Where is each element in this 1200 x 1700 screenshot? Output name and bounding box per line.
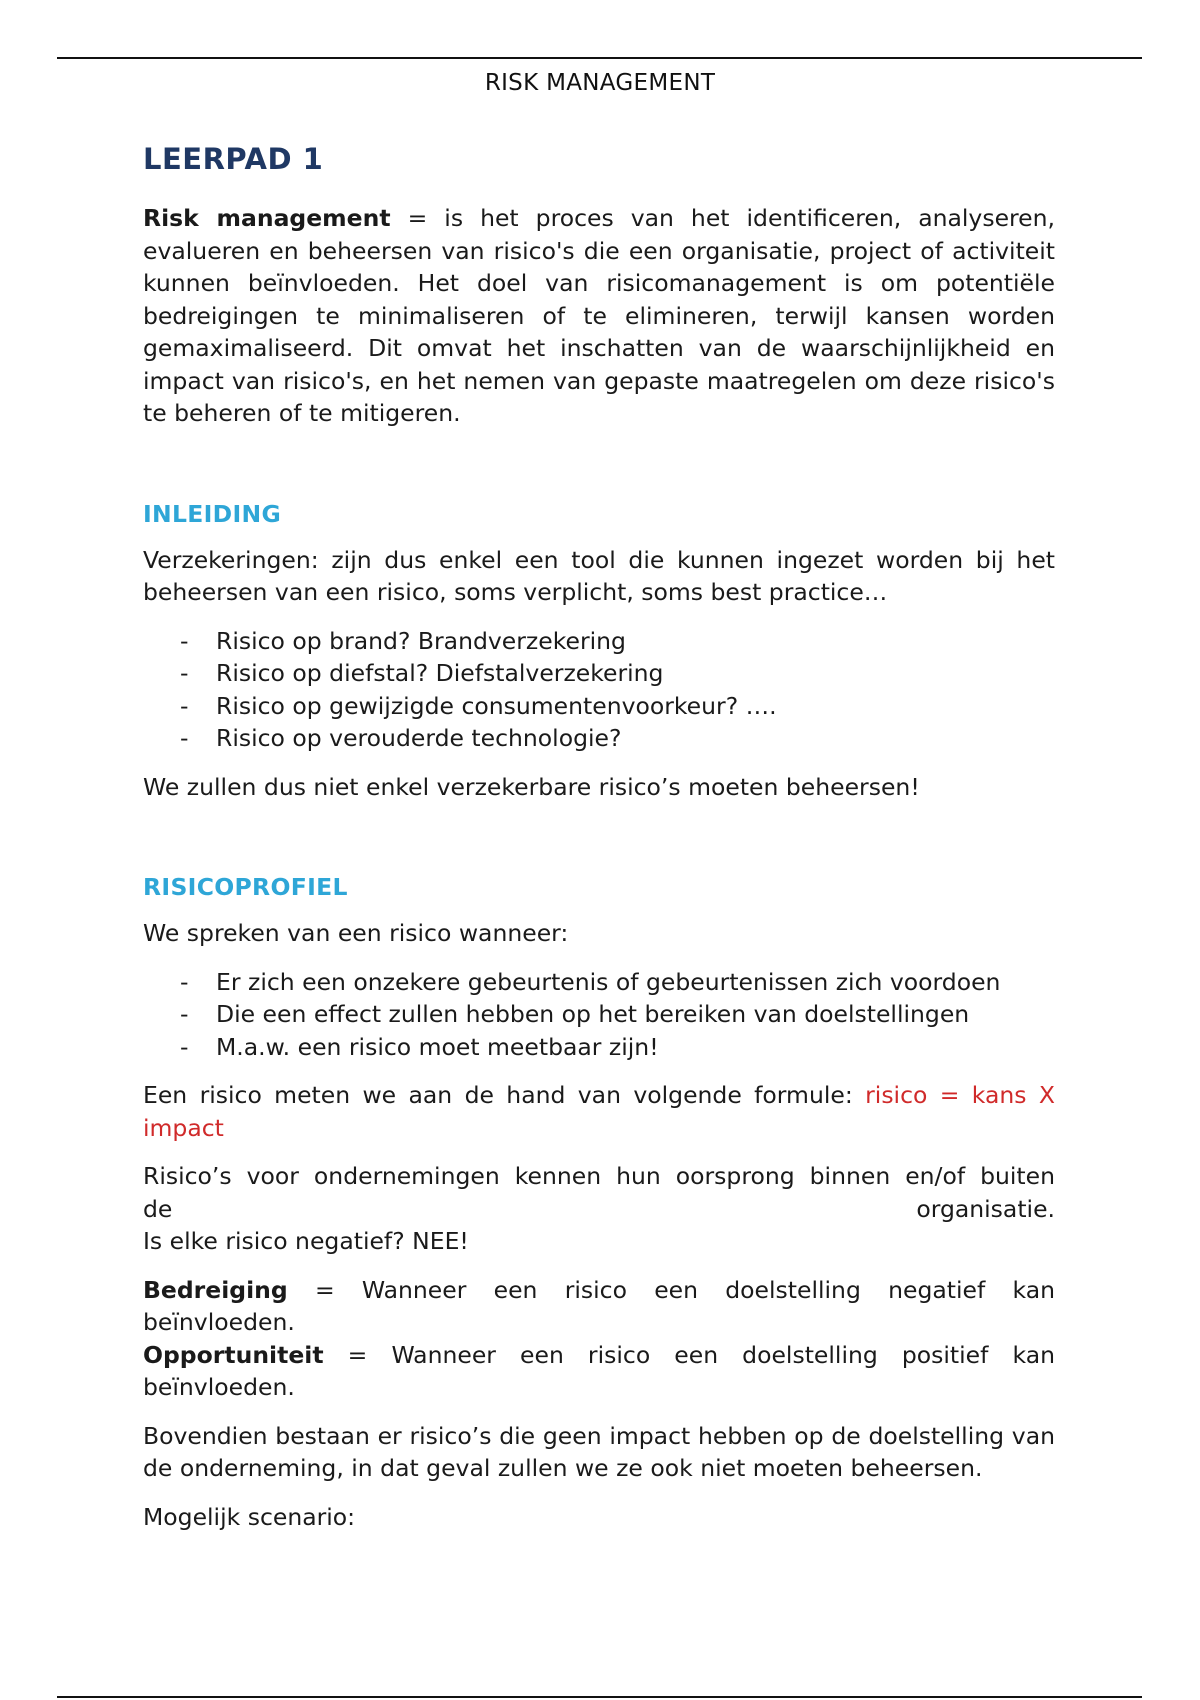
formula-lead: Een risico meten we aan de hand van volgende formule: [143, 1081, 866, 1109]
list-item: - Risico op gewijzigde consumentenvoorkeur? …. [180, 691, 777, 720]
list-item: - Risico op verouderde technologie? [180, 724, 622, 752]
footer-rule [57, 1696, 1142, 1698]
list-item: - M.a.w. een risico moet meetbaar zijn! [180, 1032, 659, 1061]
definition-paragraph [143, 202, 1055, 430]
definition-text: = is het proces van het identificeren, analyseren, evalueren en beheersen van risico's die een organisatie, project of activiteit kunnen beïnvloeden. Het doel van risicomanagement is om potentiële bedreigingen te minimaliseren of te elimineren, terwijl kansen worden gemaximaliseerd. Dit omvat het inschatten van de waarschijnlijkheid en impact van risico's, en het nemen van gepaste maatregelen om deze risico's te beheren of te mitigeren. [143, 204, 1056, 427]
origin-paragraph [143, 1160, 1055, 1258]
threat-term: Bedreiging [143, 1275, 288, 1304]
risicoprofiel-bullet-list [143, 966, 1055, 1064]
origin-line-2: de organisatie. [143, 1194, 1055, 1223]
list-item: - Er zich een onzekere gebeurtenis of gebeurtenissen zich voordoen [180, 967, 1001, 996]
list-item: - Risico op brand? Brandverzekering [180, 626, 626, 655]
threat-definition: Bedreiging = Wanneer een risico een doelstelling negatief kan beïnvloeden. [143, 1275, 1055, 1336]
page-title: LEERPAD 1 [143, 142, 324, 176]
opportunity-term: Opportuniteit [143, 1340, 324, 1369]
inleiding-closing: We zullen dus niet enkel verzekerbare risico’s moeten beheersen! [143, 772, 920, 801]
definition-term: Risk management [143, 204, 391, 232]
inleiding-bullet-list [143, 625, 1055, 755]
header-rule [57, 57, 1142, 59]
scenario-label: Mogelijk scenario: [143, 1502, 356, 1531]
list-item: - Risico op diefstal? Diefstalverzekering [180, 659, 664, 687]
list-item: - Die een effect zullen hebben op het bereiken van doelstellingen [180, 1000, 970, 1028]
inleiding-intro: Verzekeringen: zijn dus enkel een tool die kunnen ingezet worden bij het beheersen van een risico, soms verplicht, soms best practice… [143, 545, 1055, 606]
negative-question: Is elke risico negatief? NEE! [143, 1227, 469, 1255]
no-impact-paragraph: Bovendien bestaan er risico’s die geen impact hebben op de doelstelling van de onderneming, in dat geval zullen we ze ook niet moeten beheersen. [143, 1421, 1055, 1482]
document-body [143, 138, 1055, 1549]
opportunity-definition: Opportuniteit = Wanneer een risico een doelstelling positief kan beïnvloeden. [143, 1340, 1055, 1401]
definitions-block [143, 1274, 1055, 1404]
section-heading-risicoprofiel: RISICOPROFIEL [143, 873, 348, 901]
risicoprofiel-intro: We spreken van een risico wanneer: [143, 919, 569, 947]
origin-line-1: Risico’s voor ondernemingen kennen hun oorsprong binnen en/of buiten [143, 1162, 1055, 1190]
formula-paragraph [143, 1079, 1055, 1144]
running-header: RISK MANAGEMENT [484, 70, 716, 96]
section-heading-inleiding: INLEIDING [143, 499, 282, 528]
risk-formula: risico = kans X impact [143, 1081, 1055, 1142]
